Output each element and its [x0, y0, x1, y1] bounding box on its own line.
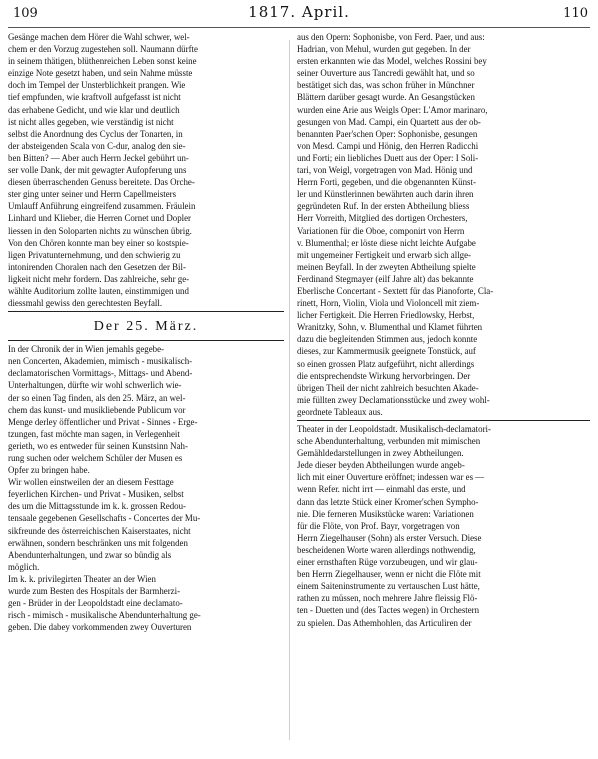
text-line: Jede dieser beyden Abtheilungen wurde angeb-	[297, 460, 465, 471]
text-line: selbst die Anordnung des Cyclus der Tonarten, in	[8, 128, 183, 139]
text-line: Blättern darüber gesagt wurde. An Gesangstücken	[297, 92, 475, 103]
text-line: Wir wollen einstweilen der an diesem Festtage	[8, 477, 174, 488]
text-line: nen Concerten, Akademien, mimisch - musikalisch-	[8, 356, 193, 367]
text-line: chem er den Vorzug zugestehen soll. Naumann dürfte	[8, 44, 198, 55]
text-line: Menge derley öffentlicher und Privat - Sinnes - Erge-	[8, 416, 198, 427]
text-line: gerieth, wo es entweder für seinen Kunstsinn Nah-	[8, 440, 188, 451]
text-line: Variationen für die Oboe, componirt von Herrn	[297, 225, 465, 236]
right-column	[297, 31, 590, 629]
text-line: diesen überraschenden Genuss bereitete. Das Orche-	[8, 177, 195, 188]
text-line: Gemähldedarstellungen in zwey Abtheilungen.	[297, 448, 464, 459]
text-line: möglich.	[8, 561, 40, 572]
text-line: erwähnen, sondern beschränken uns mit folgenden	[8, 537, 188, 548]
right-column-text-block-1	[297, 31, 590, 418]
text-line: ist nicht alles gegeben, wie verständig ist nicht	[8, 116, 174, 127]
text-line: der absteigenden Scala von C-dur, analog den sie-	[8, 140, 186, 151]
section-rule	[297, 420, 590, 421]
text-line: sche Abendunterhaltung, verbunden mit mimischen	[297, 436, 481, 447]
text-line: ligen Privatunternehmung, und den schwierig zu	[8, 249, 181, 260]
text-line: einer ernsthaften Rüge vorzubeugen, und wir glau-	[297, 557, 478, 568]
text-line: ben Herrn Ziegelhauser, wenn er nicht die Flöte mit	[297, 569, 481, 580]
text-line: risch - mimisch - musikalische Abendunterhaltung ge-	[8, 610, 201, 621]
text-line: licher Fertigkeit. Die Herren Friedlowsky, Herbst,	[297, 310, 475, 321]
text-line: ler und Künstlerinnen bewährten auch darin ihren	[297, 189, 474, 200]
text-line: doch im Tempel der Unsterblichkeit prangen. Wie	[8, 80, 186, 91]
text-line: Theater in der Leopoldstadt. Musikalisch-declamatori-	[297, 424, 491, 434]
text-line: tari, von Weigl, vorgetragen von Mad. Hönig und	[297, 165, 473, 176]
text-line: die entsprechendste Wirkung hervorbringen. Der	[297, 370, 471, 381]
text-line: geordnete Tableaux aus.	[297, 406, 383, 417]
text-line: intonirenden Choralen nach den Gesetzen der Bil-	[8, 261, 186, 272]
text-line: seiner Ouverture aus Tancredi gewählt hat, und so	[297, 68, 475, 79]
text-line: bestätiget sich das, was schon früher in Münchner	[297, 80, 475, 91]
text-line: rinett, Horn, Violin, Viola und Violoncell mit ziem-	[297, 298, 480, 309]
text-line: lich mit einer Ouverture eröffnet; indessen war es —	[297, 472, 485, 483]
text-line: dazu die begleitenden Stimmen aus, jedoch konnte	[297, 334, 478, 345]
text-line: tensaale gegebenen Gesellschafts - Concertes der Mu-	[8, 513, 201, 524]
text-line: und Forti; ein liebliches Duett aus der Oper: I Soli-	[297, 152, 479, 163]
text-line: aus den Opern: Sophonisbe, von Ferd. Paer, und aus:	[297, 32, 485, 42]
text-line: rung suchen oder welchem Schüler der Musen es	[8, 453, 183, 463]
text-line: In der Chronik der in Wien jemahls gegebe-	[8, 344, 164, 355]
text-line: wählte Auditorium zollte lauten, einstimmigen und	[8, 285, 189, 296]
text-line: gen - Brüder in der Leopoldstadt eine declamato-	[8, 598, 183, 609]
text-line: gesungen von Mad. Campi, ein Quartett aus der ob-	[297, 116, 481, 127]
text-line: ten - Duetten und (des Tactes wegen) in Orchestern	[297, 605, 480, 616]
text-line: Hadrian, von Mehul, wurden gut gegeben. In der	[297, 44, 471, 55]
text-line: für die Flöte, von Prof. Bayr, vorgetragen von	[297, 520, 460, 531]
text-line: dieses, zur Kammermusik geeignete Tonstück, auf	[297, 346, 476, 357]
text-line: Abendunterhaltungen, und zwar so bündig als	[8, 549, 172, 560]
text-line: Herrn Ziegelhauser (Sohn) als erster Versuch. Diese	[297, 532, 482, 543]
text-line: ersten erkannten wie das Model, welches Rossini bey	[297, 56, 487, 67]
text-line: declamatorischen Vormittags-, Mittags- und Abend-	[8, 368, 193, 379]
left-column-text-block-2	[8, 343, 284, 633]
text-line: tief empfunden, wie kraftvoll aufgefasst ist nicht	[8, 92, 181, 103]
running-title: 1817. April.	[248, 3, 350, 21]
text-line: diessmahl gewiss den gerechtesten Beyfall.	[8, 298, 163, 309]
page-number-left: 109	[13, 6, 38, 21]
text-line: so einen grossen Platz aufgeführt, nicht allerdings	[297, 358, 475, 369]
section-rule	[8, 340, 284, 341]
text-line: bescheidenen Worte waren allerdings nothwendig,	[297, 544, 476, 555]
text-line: wenn Refer. nicht irrt — einmahl das erste, und	[297, 484, 466, 495]
text-line: ben Bitten? — Aber auch Herrn Jeckel gebührt un-	[8, 152, 189, 163]
text-line: mit ungemeiner Fertigkeit und erwarb sich allge-	[297, 249, 471, 260]
text-line: ster ging unter seiner und Herrn Capellmeisters	[8, 189, 177, 200]
text-line: wurden eine Arie aus Weigls Oper: L'Amor marinaro,	[297, 104, 488, 115]
text-line: nie. Die ferneren Musikstücke waren: Variationen	[297, 508, 474, 519]
text-line: geben. Die dabey vorkommenden zwey Ouverturen	[8, 622, 192, 633]
text-line: ser volle Dank, der mit gewagter Aufopferung uns	[8, 165, 187, 176]
text-line: von Mesd. Campi und Hönig, den Herren Radicchi	[297, 140, 479, 151]
text-line: dann das letzte Stück einer Kromer'schen Sympho-	[297, 496, 479, 507]
right-column-text-block-2	[297, 423, 590, 629]
text-line: Im k. k. privilegirten Theater an der Wien	[8, 573, 156, 584]
header-rule	[8, 27, 590, 28]
text-line: Von den Chören konnte man bey einer so kostspie-	[8, 237, 189, 248]
text-line: Umlauff Anführung eingreifend zusammen. Fräulein	[8, 201, 196, 212]
text-line: Linhard und Klieber, die Herren Cornet und Dopler	[8, 213, 192, 224]
section-heading: Der 25. März.	[93, 319, 199, 335]
column-divider	[289, 40, 290, 740]
text-line: Herr Vorreith, Mitglied des dortigen Orchesters,	[297, 213, 468, 224]
text-line: feyerlichen Kirchen- und Privat - Musiken, selbst	[8, 489, 184, 500]
text-line: das erhabene Gedicht, und wie klar und deutlich	[8, 104, 180, 115]
page-number-right: 110	[563, 6, 588, 21]
text-line: einem Saiteninstrumente zu vertauschen Lust hätte,	[297, 581, 480, 592]
text-line: rathen zu müssen, noch mehrere Jahre fleissig Flö-	[297, 593, 478, 604]
text-line: chem das kunst- und musikliebende Publicum vor	[8, 404, 186, 415]
text-line: v. Blumenthal; er löste diese nicht leichte Aufgabe	[297, 237, 476, 248]
text-line: übrigen Theil der nicht zahlreich besuchten Akade-	[297, 382, 479, 393]
text-line: Herrn Forti, gegeben, und die obgenannten Künst-	[297, 177, 476, 188]
text-line: ligkeit nicht mehr fordern. Das zahlreiche, sehr ge-	[8, 273, 190, 284]
text-line: liessen in den Soloparten nichts zu wünschen übrig.	[8, 225, 192, 236]
text-line: des um die Mittagsstunde im k. k. grossen Redou-	[8, 501, 186, 512]
left-column-text-block-1	[8, 31, 284, 309]
text-line: meinen Beyfall. In der zweyten Abtheilung spielte	[297, 261, 476, 272]
text-line: zu spielen. Das Athemhohlen, das Articuliren der	[297, 617, 472, 628]
text-line: gegründeten Ruf. In der ersten Abtheilung bliess	[297, 201, 470, 212]
text-line: der so einen Tag finden, als den 25. März, an wel-	[8, 392, 186, 403]
text-line: Unterhaltungen, dürfte wir wohl schwerlich wie-	[8, 380, 182, 391]
text-line: Wranitzky, Sohn, v. Blumenthal und Klamet führten	[297, 322, 483, 333]
text-line: Eberlische Concertant - Sextett für das Pianoforte, Cla-	[297, 285, 494, 296]
text-line: tzungen, fast möchte man sagen, in Verlegenheit	[8, 428, 180, 439]
text-line: benannten Paer'schen Oper: Sophonisbe, gesungen	[297, 128, 478, 139]
text-line: einzige Note gesetzt haben, und sein Nahme müsste	[8, 68, 193, 79]
text-line: Opfer zu bringen habe.	[8, 465, 90, 476]
text-line: Gesänge machen dem Hörer die Wahl schwer, wel-	[8, 32, 190, 42]
page-header	[0, 0, 598, 26]
text-line: mie füllten zwey Declamationsstücke und zwey wohl-	[297, 394, 490, 405]
left-column	[8, 31, 284, 633]
text-line: wurde zum Besten des Hospitals der Barmherzi-	[8, 586, 181, 597]
text-line: Ferdinand Stegmayer (eilf Jahre alt) das bekannte	[297, 273, 474, 284]
text-line: sikfreunde des österreichischen Kaiserstaates, nicht	[8, 525, 191, 536]
text-line: in seinem thätigen, blüthenreichen Leben sonst keine	[8, 56, 197, 67]
section-rule	[8, 311, 284, 312]
